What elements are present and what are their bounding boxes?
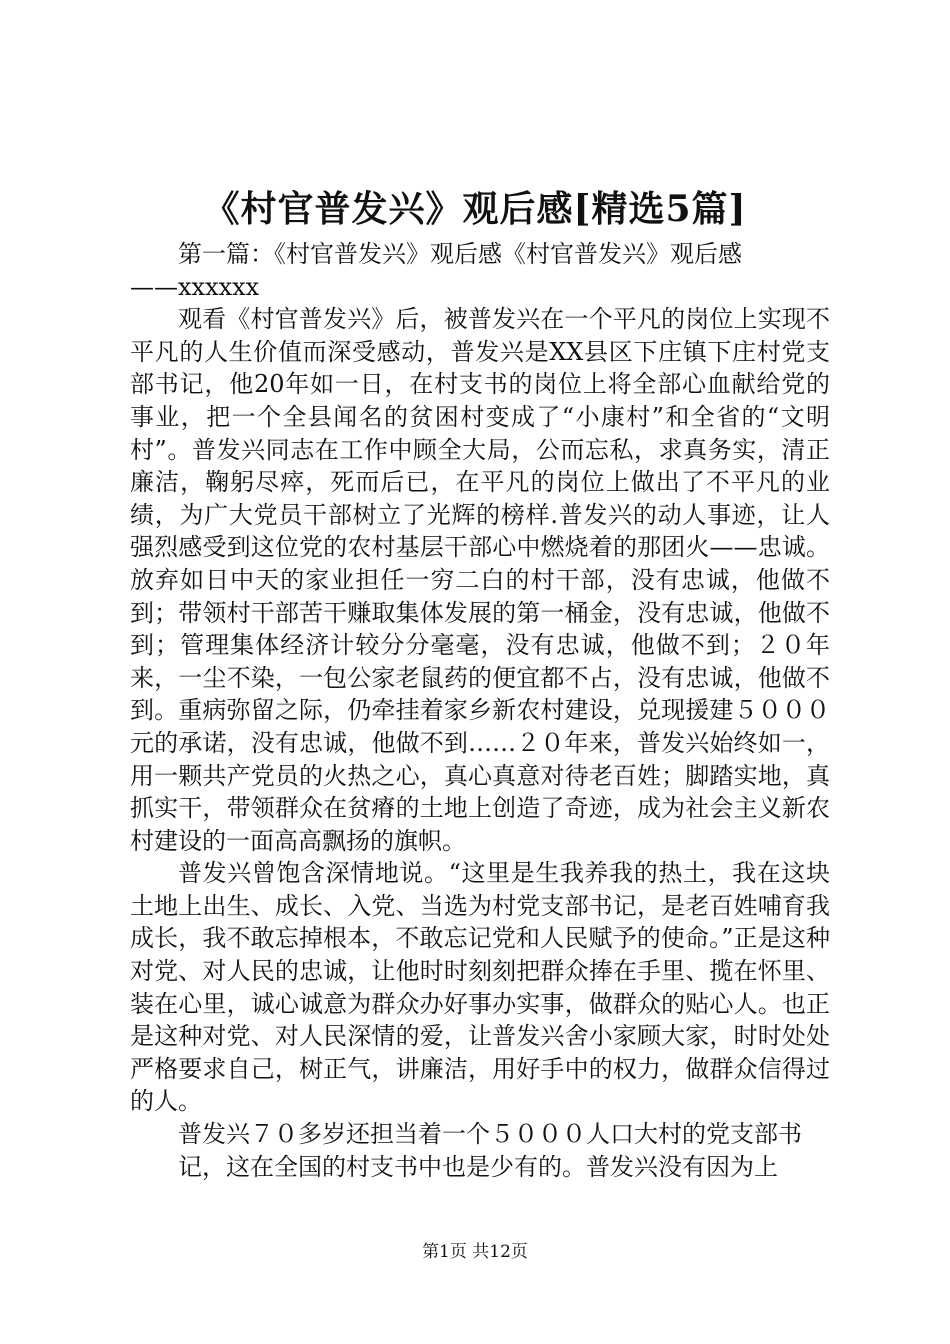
document-body xyxy=(130,238,830,1183)
section-subtitle: 第一篇：《村官普发兴》观后感《村官普发兴》观后感 xyxy=(178,240,742,268)
author-line: ——xxxxxx xyxy=(130,272,260,301)
document-title: 《村官普发兴》观后感[精选5篇] xyxy=(203,188,747,230)
paragraph-1: 观看《村官普发兴》后，被普发兴在一个平凡的岗位上实现不平凡的人生价值而深受感动，普发兴是XX县区下庄镇下庄村党支部书记，他20年如一日，在村支书的岗位上将全部心血献给党的事业，把一个全县闻名的贫困村变成了“小康村”和全省的“文明村”。普发兴同志在工作中顾全大局，公而忘私，求真务实，清正廉洁，鞠躬尽瘁，死而后已，在平凡的岗位上做出了不平凡的业绩，为广大党员干部树立了光辉的榜样.普发兴的动人事迹，让人强烈感受到这位党的农村基层干部心中燃烧着的那团火——忠诚。放弃如日中天的家业担任一穷二白的村干部，没有忠诚，他做不到；带领村干部苦干赚取集体发展的第一桶金，没有忠诚，他做不到；管理集体经济计较分分毫毫，没有忠诚，他做不到；２０年来，一尘不染，一包公家老鼠药的便宜都不占，没有忠诚，他做不到。重病弥留之际，仍牵挂着家乡新农村建设，兑现援建５０００元的承诺，没有忠诚，他做不到……２０年来，普发兴始终如一，用一颗共产党员的火热之心，真心真意对待老百姓；脚踏实地，真抓实干，带领群众在贫瘠的土地上创造了奇迹，成为社会主义新农村建设的一面高高飘扬的旗帜。 xyxy=(130,305,830,855)
page-footer: 第1页 共12页 xyxy=(422,1242,528,1262)
paragraph-2: 普发兴曾饱含深情地说。“这里是生我养我的热土，我在这块土地上出生、成长、入党、当选为村党支部书记，是老百姓哺育我成长，我不敢忘掉根本，不敢忘记党和人民赋予的使命。”正是这种对党、对人民的忠诚，让他时时刻刻把群众捧在手里、揽在怀里、装在心里，诚心诚意为群众办好事办实事，做群众的贴心人。也正是这种对党、对人民深情的爱，让普发兴舍小家顾大家，时时处处严格要求自己，树正气，讲廉洁，用好手中的权力，做群众信得过的人。 xyxy=(130,859,830,1116)
paragraph-4: 记，这在全国的村支书中也是少有的。普发兴没有因为上 xyxy=(178,1152,778,1181)
paragraph-3: 普发兴７０多岁还担当着一个５０００人口大村的党支部书 xyxy=(178,1120,802,1149)
